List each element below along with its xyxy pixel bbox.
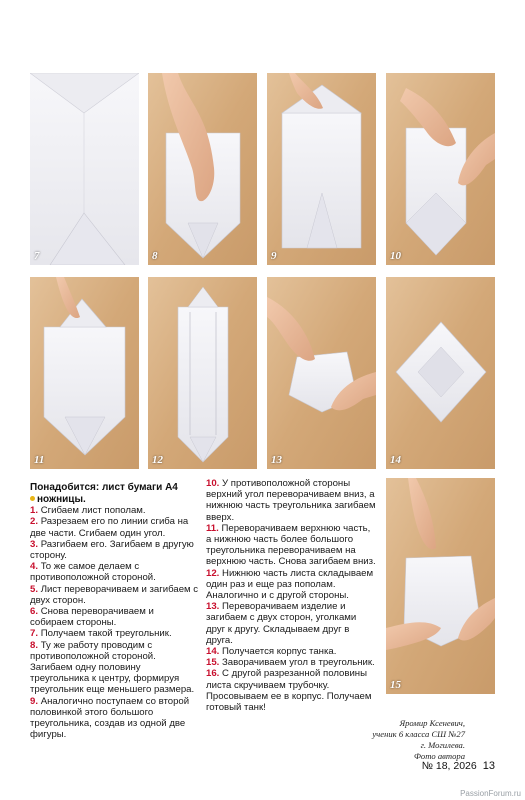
folded-paper-with-hand-illustration — [30, 277, 139, 469]
instructions-left-column — [30, 482, 200, 740]
watermark: PassionForum.ru — [460, 789, 521, 798]
step-item: 9. Аналогично поступаем со второй половинкой этого большого треугольника, создав из одной две фигуры. — [30, 695, 190, 741]
materials-heading: Понадобится: лист бумаги А4 ножницы. — [30, 482, 178, 505]
step-item: 6. Снова переворачиваем и собираем стороны. — [30, 606, 154, 629]
folded-paper-illustration — [148, 277, 257, 469]
photo-number: 11 — [34, 454, 45, 466]
photo-step-7 — [30, 73, 139, 265]
photo-number: 10 — [390, 250, 401, 262]
photo-number: 13 — [271, 454, 282, 466]
step-item: 14. Получается корпус танка. — [206, 646, 337, 658]
folded-paper-with-hands-illustration — [386, 478, 495, 694]
instructions-right-column — [206, 478, 378, 713]
folded-paper-with-hands-illustration — [386, 73, 495, 265]
folded-paper-with-hands-illustration — [267, 277, 376, 469]
step-item: 5. Лист переворачиваем и загибаем с двух сторон. — [30, 583, 199, 606]
step-item: 7. Получаем такой треугольник. — [30, 628, 172, 640]
photo-step-14 — [386, 277, 495, 469]
step-item: 11. Переворачиваем верхнюю часть, а нижнюю часть более большого треугольника переворачиваем на верхнюю часть. Снова загибаем вниз. — [206, 522, 376, 568]
photo-number: 12 — [152, 454, 163, 466]
author-credit: Яромир Ксеневич, ученик 6 класса СШ №27 г. Могилева. Фото автора — [372, 718, 465, 761]
step-item: 3. Разгибаем его. Загибаем в другую сторону. — [30, 538, 194, 561]
photo-step-9 — [267, 73, 376, 265]
step-item: 16. С другой разрезанной половины листа скручиваем трубочку. Просовываем ее в корпус. Получаем готовый танк! — [206, 668, 372, 714]
step-item: 12. Нижнюю часть листа складываем один раз и еще раз пополам. Аналогично и с другой стороны. — [206, 567, 374, 602]
photo-number: 15 — [390, 679, 401, 691]
step-item: 13. Переворачиваем изделие и загибаем с двух сторон, уголками друг к другу. Складываем друг в друга. — [206, 601, 357, 646]
folded-paper-with-hand-illustration — [148, 73, 257, 265]
step-item: 4. То же самое делаем с противоположной стороной. — [30, 561, 156, 584]
page-number: 13 — [482, 760, 495, 772]
photo-step-12 — [148, 277, 257, 469]
step-item: 8. Ту же работу проводим с противоположной стороной. Загибаем одну половину треугольника к центру, формируя треугольник еще меньшего размера. — [30, 639, 195, 696]
photo-step-10 — [386, 73, 495, 265]
photo-step-8 — [148, 73, 257, 265]
photo-number: 14 — [390, 454, 401, 466]
photo-step-15 — [386, 478, 495, 694]
photo-step-11 — [30, 277, 139, 469]
photo-number: 8 — [152, 250, 158, 262]
step-item: 10. У противоположной стороны верхний угол переворачиваем вниз, а нижнюю часть треугольника загибаем вверх. — [206, 478, 376, 523]
issue-number: № 18, 2026 — [421, 760, 477, 772]
folded-paper-illustration — [386, 277, 495, 469]
step-item: 15. Заворачиваем угол в треугольник. — [206, 657, 375, 669]
photo-step-13 — [267, 277, 376, 469]
folded-paper-illustration — [30, 73, 139, 265]
page-footer — [422, 760, 495, 772]
photo-number: 9 — [271, 250, 277, 262]
bullet-icon — [30, 496, 35, 501]
step-item: 2. Разрезаем его по линии сгиба на две части. Сгибаем один угол. — [30, 516, 189, 539]
step-item: 1. Сгибаем лист пополам. — [30, 505, 146, 517]
folded-paper-illustration — [267, 73, 376, 265]
photo-number: 7 — [34, 250, 40, 262]
